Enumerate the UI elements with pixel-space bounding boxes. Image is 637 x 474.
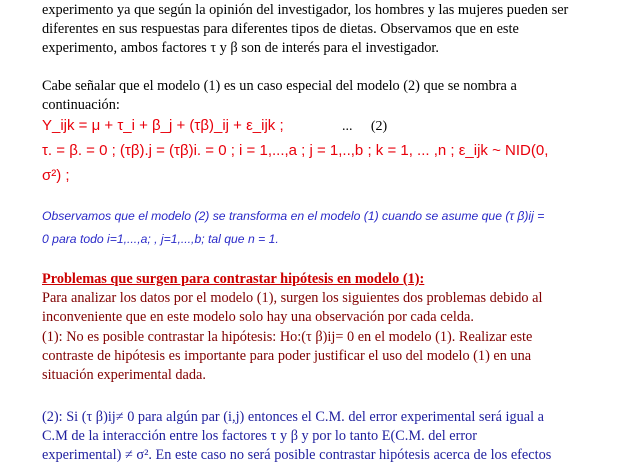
conditions-line: τ. = β. = 0 ; (τβ).j = (τβ)i. = 0 ; i = 1,...,a ; j = 1,..,b ; k = 1, ... ,n ; ε_ijk ~ NID(0, [42, 142, 549, 159]
section-intro [42, 289, 542, 327]
text-line: inconveniente que en este modelo solo hay una observación por cada celda. [42, 309, 474, 325]
text-line: (2): Si (τ β)ij≠ 0 para algún par (i,j) entonces el C.M. del error experimental será igual a [42, 409, 545, 425]
model-note [42, 207, 544, 249]
equation-dots: ... [341, 119, 353, 134]
problem-1 [42, 328, 532, 385]
text-line: Para analizar los datos por el modelo (1), surgen los siguientes dos problemas debido al [42, 290, 543, 306]
text-line: experimental) ≠ σ². En este caso no será posible contrastar hipótesis acerca de los efectos [42, 447, 552, 463]
problem-2 [42, 408, 551, 465]
text-line: contraste de hipótesis es importante para poder justificar el uso del modelo (1) en una [42, 348, 532, 364]
text-line: experimento ya que según la opinión del investigador, los hombres y las mujeres pueden ser [42, 2, 569, 18]
note-line: Observamos que el modelo (2) se transforma en el modelo (1) cuando se asume que (τ β)ij = [42, 209, 545, 223]
text-line: diferentes en sus respuestas para diferentes tipos de dietas. Observamos que en este [42, 21, 519, 37]
text-line: experimento, ambos factores τ y β son de interés para el investigador. [42, 40, 439, 56]
section-heading: Problemas que surgen para contrastar hipótesis en modelo (1): [42, 271, 425, 287]
text-line: Cabe señalar que el modelo (1) es un caso especial del modelo (2) que se nombra a [42, 78, 517, 94]
special-case-paragraph [42, 77, 517, 115]
model2-equation-row [42, 116, 387, 136]
model2-equation: Y_ijk = μ + τ_i + β_j + (τβ)_ij + ε_ijk ; [42, 117, 284, 134]
model2-conditions [42, 141, 548, 185]
text-line: situación experimental dada. [42, 367, 206, 383]
equation-number: (2) [370, 119, 388, 134]
text-line: C.M de la interacción entre los factores τ y β y por lo tanto E(C.M. del error [42, 428, 478, 444]
note-line: 0 para todo i=1,...,a; , j=1,...,b; tal que n = 1. [42, 232, 279, 246]
conditions-line: σ²) ; [42, 167, 70, 184]
intro-paragraph [42, 1, 568, 58]
text-line: (1): No es posible contrastar la hipótesis: Ho:(τ β)ij= 0 en el modelo (1). Realizar este [42, 329, 533, 345]
text-line: continuación: [42, 97, 120, 113]
